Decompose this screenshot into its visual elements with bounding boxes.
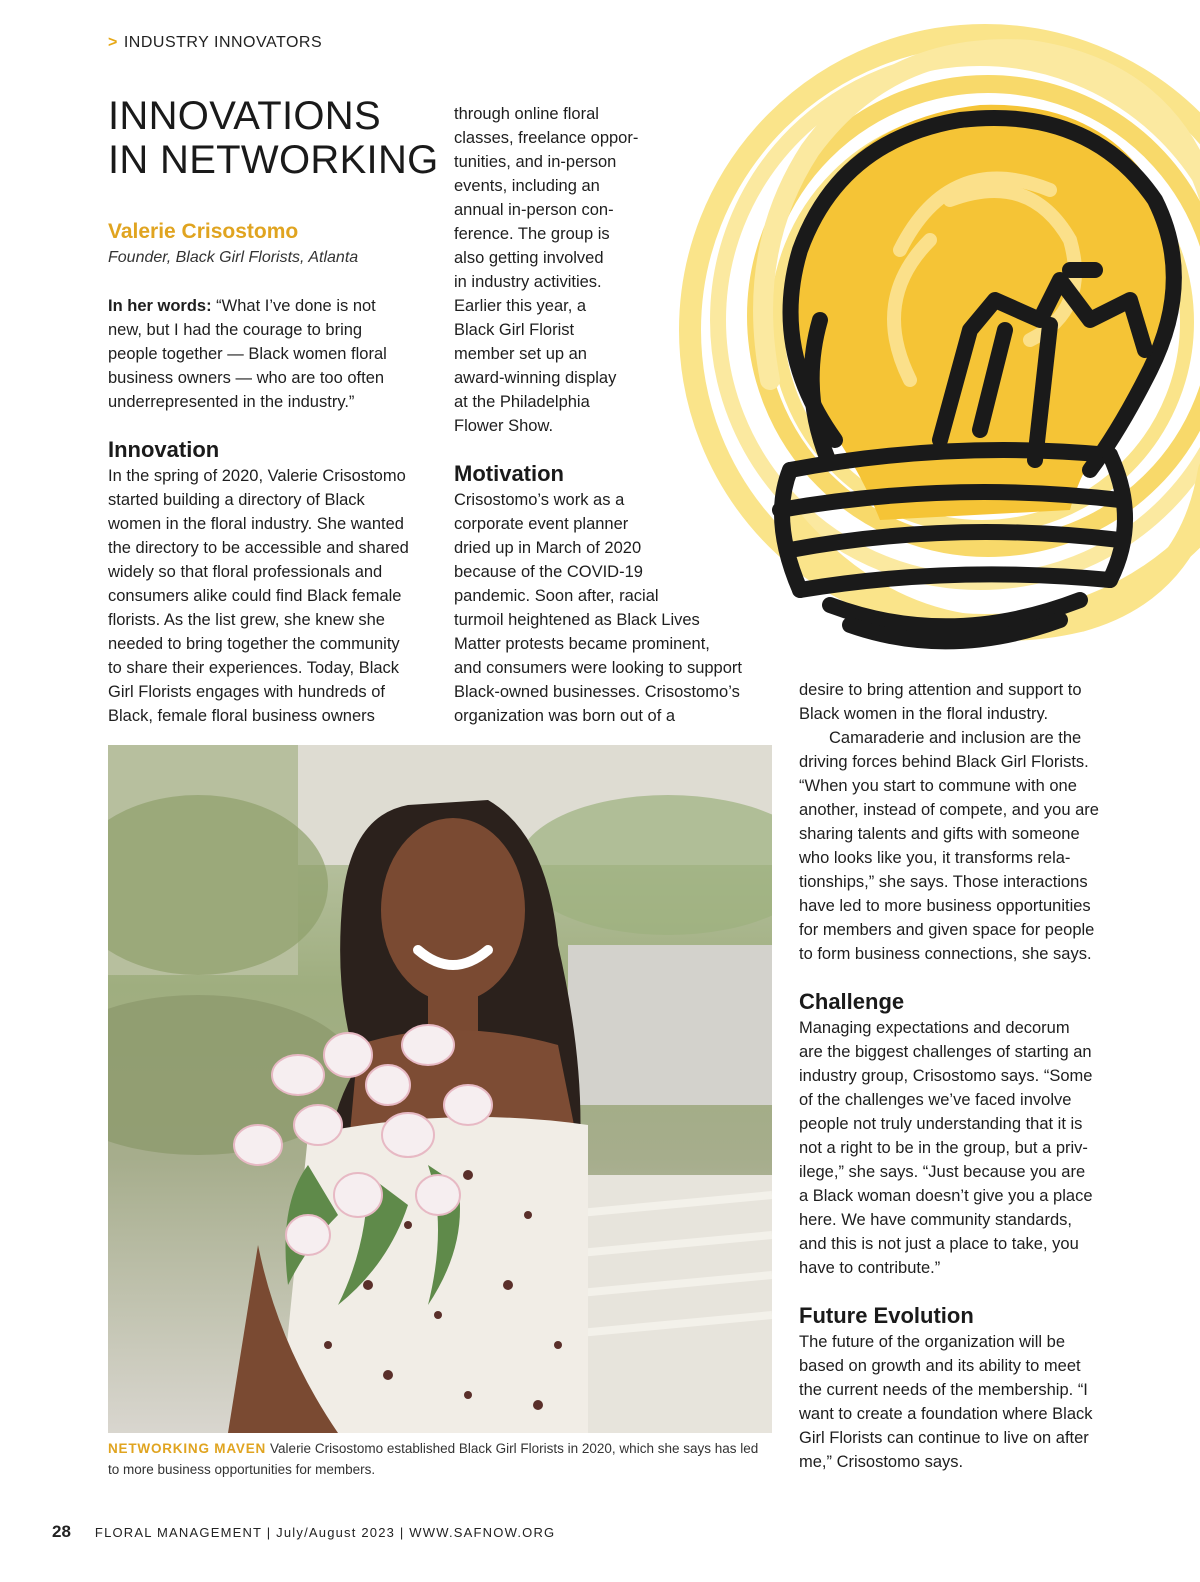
intro-paragraph: In her words: “What I’ve done is not new, but I had the courage to bring people together — Black women floral business owners — who are too often underrepresented in the industry.”: [108, 297, 387, 411]
heading-innovation: Innovation: [108, 437, 220, 462]
column-3: [799, 678, 1129, 1474]
motivation-paragraph-2: Camaraderie and inclusion are the driving forces behind Black Girl Florists. “When you start to commune with one another, instead of compete, and you are sharing talents and gifts with someone who looks like you, it transforms rela- tionships,” she says. Those interactions have led to more business opportunities for members and given space for people to form business connections, she says.: [799, 729, 1099, 963]
page-number: 28: [52, 1522, 71, 1541]
portrait-photo: [108, 745, 772, 1433]
heading-motivation: Motivation: [454, 461, 564, 486]
motivation-paragraph-continued: desire to bring attention and support to Black women in the floral industry.: [799, 681, 1082, 723]
section-tag: [108, 34, 322, 52]
caption-label: NETWORKING MAVEN: [108, 1441, 267, 1456]
future-paragraph: The future of the organization will be based on growth and its ability to meet the current needs of the membership. “I want to create a foundation where Black Girl Florists can continue to live on after me,” Crisostomo says.: [799, 1333, 1093, 1471]
page-title: [108, 94, 448, 182]
byline-role: Founder, Black Girl Florists, Atlanta: [108, 249, 359, 266]
caption-text: Valerie Crisostomo established Black Girl Florists in 2020, which she says has led to more business opportunities for members.: [108, 1441, 759, 1477]
photo-caption: [108, 1438, 772, 1480]
section-tag-label: INDUSTRY INNOVATORS: [123, 34, 323, 51]
heading-future-evolution: Future Evolution: [799, 1303, 974, 1328]
footer-text: FLORAL MANAGEMENT | July/August 2023 | WWW.SAFNOW.ORG: [94, 1525, 556, 1540]
byline-name: Valerie Crisostomo: [108, 220, 299, 243]
challenge-paragraph: Managing expectations and decorum are the biggest challenges of starting an industry group, Crisostomo says. “Some of the challenges we’ve faced involve people not truly understanding that it is not a right to be in the group, but a priv- ilege,” she says. “Just because you are a Black woman doesn’t give you a place here. We have community standards, and this is not just a place to take, you have to contribute.”: [799, 1019, 1093, 1277]
page-title-line-2: IN NETWORKING: [108, 138, 439, 182]
intro-label: In her words:: [108, 297, 212, 315]
lightbulb-illustration: [650, 0, 1200, 682]
motivation-paragraph: Crisostomo’s work as a corporate event planner dried up in March of 2020 because of the COVID-19 pandemic. Soon after, racial turmoil heightened as Black Lives Matter protests became prominent, and consumers were looking to support Black-owned businesses. Crisostomo’s organization was born out of a: [454, 491, 742, 725]
innovation-paragraph: In the spring of 2020, Valerie Crisostomo started building a directory of Black women in the floral industry. She wanted the directory to be accessible and shared widely so that floral professionals and consumers alike could find Black female florists. As the list grew, she knew she needed to bring together the community to share their experiences. Today, Black Girl Florists engages with hundreds of Black, female floral business owners: [108, 467, 409, 725]
innovation-paragraph-continued: through online floral classes, freelance oppor- tunities, and in-person events, including an annual in-person con- ference. The group is also getting involved in industry activities. Earlier this year, a Black Girl Florist member set up an award-winning display at the Philadelphia Flower Show.: [454, 105, 639, 435]
page-footer: [52, 1522, 555, 1542]
chevron-right-icon: >: [108, 34, 118, 51]
column-1: [108, 294, 438, 728]
portrait-image: [108, 745, 772, 1433]
heading-challenge: Challenge: [799, 989, 905, 1014]
page-title-line-1: INNOVATIONS: [108, 94, 381, 138]
